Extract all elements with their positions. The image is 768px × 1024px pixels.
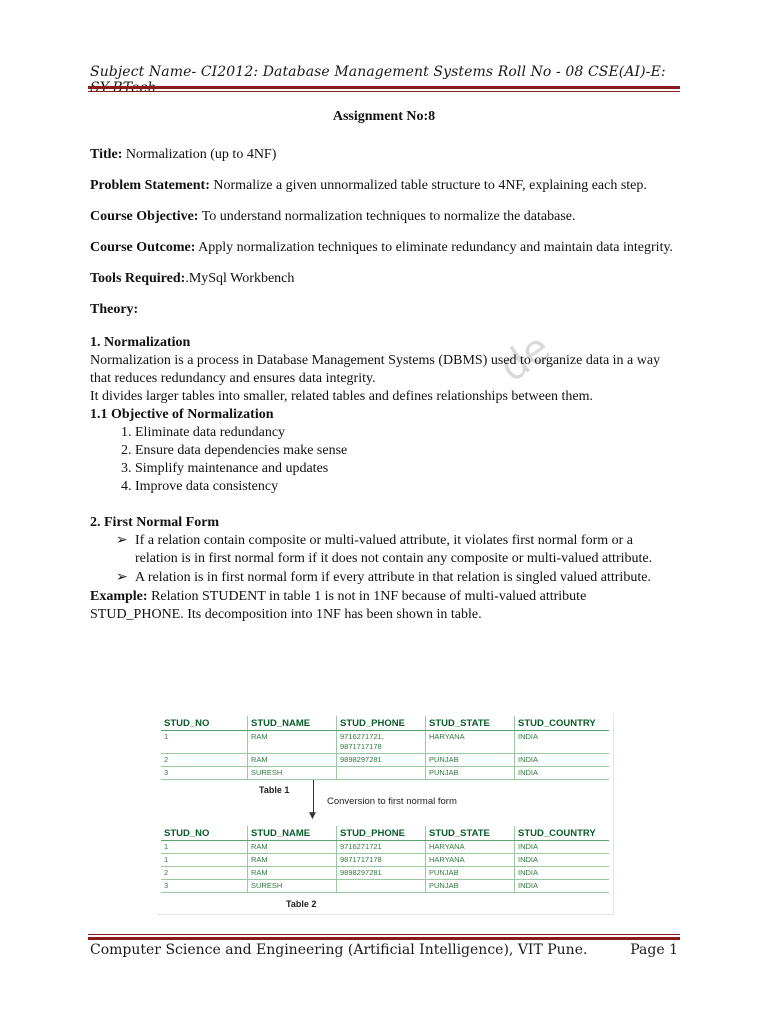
assignment-title: Assignment No:8	[332, 109, 436, 124]
table-row	[161, 767, 609, 780]
table-cell	[337, 880, 426, 893]
arrow-head-icon: ▼	[309, 811, 316, 821]
table-row	[161, 731, 609, 754]
table-cell: PUNJAB	[426, 867, 515, 880]
table-cell: 2	[161, 754, 248, 767]
table-cell: 2	[161, 867, 248, 880]
table-cell: PUNJAB	[426, 767, 515, 780]
arrow-bullet-icon: ➢	[116, 533, 128, 548]
table-row	[161, 880, 609, 893]
table-cell: 3	[161, 880, 248, 893]
column-header: STUD_COUNTRY	[515, 826, 610, 841]
column-header: STUD_NAME	[248, 826, 337, 841]
table-cell: INDIA	[515, 841, 610, 854]
table-cell: 9898297281	[337, 867, 426, 880]
table-cell: SURESH	[248, 767, 337, 780]
column-header: STUD_PHONE	[337, 826, 426, 841]
table-cell: INDIA	[515, 754, 610, 767]
title-line: Title: Normalization (up to 4NF)	[90, 147, 277, 162]
table-1	[161, 716, 609, 780]
list-item: 2. Ensure data dependencies make sense	[135, 442, 678, 460]
column-header: STUD_PHONE	[337, 716, 426, 731]
course-outcome: Course Outcome: Apply normalization techniques to eliminate redundancy and maintain data integrity.	[90, 240, 674, 255]
table-cell: INDIA	[515, 854, 610, 867]
watermark: de	[491, 324, 559, 392]
example-paragraph: Example: Relation STUDENT in table 1 is not in 1NF because of multi-valued attribute STUD_PHONE. Its decomposition into 1NF has been shown in table.	[90, 589, 587, 622]
page-header: Subject Name- CI2012: Database Management Systems Roll No - 08 CSE(AI)-E:	[90, 64, 666, 80]
table-cell: 1	[161, 731, 248, 754]
table-cell: INDIA	[515, 731, 610, 754]
list-item: ➢ If a relation contain composite or multi-valued attribute, it violates first normal form or a relation is in first normal form if it does not contain any composite or multi-valued attribute.	[116, 533, 653, 566]
objective-subheading: 1.1 Objective of Normalization	[90, 407, 274, 422]
normalization-para-1: Normalization is a process in Database Management Systems (DBMS) used to organize data in a way that reduces redundancy and ensures data integrity.	[90, 353, 661, 386]
table-cell: 1	[161, 854, 248, 867]
table-cell: PUNJAB	[426, 754, 515, 767]
table-cell: 9716271721, 9871717178	[337, 731, 426, 754]
table-cell: 9716271721	[337, 841, 426, 854]
column-header: STUD_NO	[161, 716, 248, 731]
table-row	[161, 854, 609, 867]
objectives-list	[90, 424, 678, 496]
table-cell: HARYANA	[426, 841, 515, 854]
document-body	[90, 108, 678, 624]
normalization-para-2: It divides larger tables into smaller, related tables and defines relationships between them.	[90, 389, 594, 404]
table-cell: RAM	[248, 867, 337, 880]
table-cell: RAM	[248, 841, 337, 854]
header-rule-thick	[88, 86, 680, 89]
conversion-label: Conversion to first normal form	[327, 796, 457, 807]
column-header: STUD_NO	[161, 826, 248, 841]
list-item: 4. Improve data consistency	[135, 478, 678, 496]
table-row	[161, 841, 609, 854]
table-cell: RAM	[248, 854, 337, 867]
list-item: ➢ A relation is in first normal form if every attribute in that relation is singled valued attribute.	[116, 570, 651, 585]
table-cell: HARYANA	[426, 731, 515, 754]
section-1nf-heading: 2. First Normal Form	[90, 515, 220, 530]
list-item: 1. Eliminate data redundancy	[135, 424, 678, 442]
section-normalization-heading: 1. Normalization	[90, 335, 191, 350]
1nf-figure	[157, 714, 614, 915]
table-1-caption: Table 1	[259, 785, 290, 795]
table-cell	[337, 767, 426, 780]
header-rule-thin	[88, 91, 680, 92]
table-cell: 9871717178	[337, 854, 426, 867]
1nf-bullets	[90, 532, 678, 587]
table-cell: RAM	[248, 754, 337, 767]
table-cell: INDIA	[515, 867, 610, 880]
column-header: STUD_STATE	[426, 716, 515, 731]
table-row	[161, 754, 609, 767]
theory-heading: Theory:	[90, 302, 139, 317]
page-number: Page 1	[630, 942, 678, 958]
footer-rule-thin	[88, 934, 680, 935]
column-header: STUD_NAME	[248, 716, 337, 731]
page-footer	[90, 942, 678, 958]
table-2-caption: Table 2	[286, 899, 317, 909]
table-cell: SURESH	[248, 880, 337, 893]
list-item: 3. Simplify maintenance and updates	[135, 460, 678, 478]
table-cell: HARYANA	[426, 854, 515, 867]
column-header: STUD_STATE	[426, 826, 515, 841]
table-2	[161, 826, 609, 893]
table-cell: INDIA	[515, 767, 610, 780]
footer-text: Computer Science and Engineering (Artificial Intelligence), VIT Pune.	[90, 942, 588, 958]
table-cell: PUNJAB	[426, 880, 515, 893]
table-cell: 1	[161, 841, 248, 854]
tools-required: Tools Required:.MySql Workbench	[90, 271, 295, 286]
table-cell: INDIA	[515, 880, 610, 893]
table-row	[161, 867, 609, 880]
column-header: STUD_COUNTRY	[515, 716, 610, 731]
footer-rule-thick	[88, 937, 680, 940]
course-objective: Course Objective: To understand normalization techniques to normalize the database.	[90, 209, 576, 224]
problem-statement: Problem Statement: Normalize a given unnormalized table structure to 4NF, explaining each step.	[90, 178, 647, 193]
table-cell: 9898297281	[337, 754, 426, 767]
table-cell: 3	[161, 767, 248, 780]
table-cell: RAM	[248, 731, 337, 754]
arrow-bullet-icon: ➢	[116, 570, 128, 585]
